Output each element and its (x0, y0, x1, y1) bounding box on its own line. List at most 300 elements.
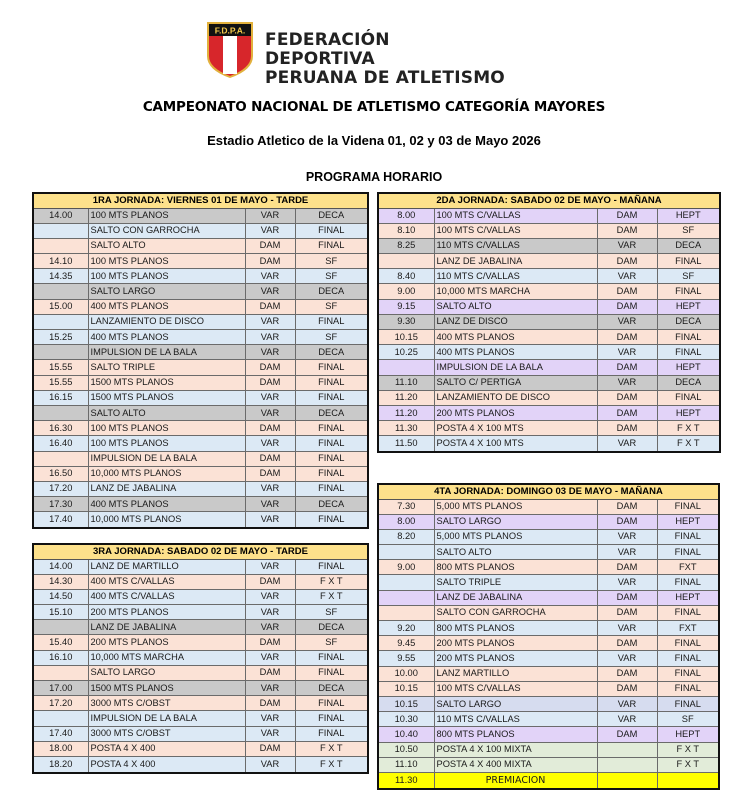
event-category: DAM (597, 360, 657, 375)
schedule-row (34, 665, 367, 680)
event-round: FINAL (657, 254, 719, 269)
event-name: SALTO LARGO (88, 665, 245, 680)
event-round: FINAL (295, 238, 367, 253)
event-round: FINAL (657, 605, 718, 620)
schedule-header: 1RA JORNADA: VIERNES 01 DE MAYO - TARDE (34, 194, 367, 208)
event-category: VAR (245, 345, 295, 360)
event-round: FINAL (295, 481, 367, 496)
event-category: DAM (597, 421, 657, 436)
event-time: 16.30 (34, 421, 88, 436)
event-name: 100 MTS PLANOS (88, 421, 245, 436)
event-category: DAM (597, 254, 657, 269)
event-round: HEPT (657, 727, 718, 742)
event-category: VAR (245, 620, 295, 635)
event-round: FINAL (295, 726, 367, 741)
schedule-row (34, 589, 367, 604)
schedule-row (34, 284, 367, 299)
event-category: DAM (597, 681, 657, 696)
schedule-row (34, 726, 367, 741)
schedule-row (34, 681, 367, 696)
event-time: 11.50 (379, 436, 434, 451)
event-name: POSTA 4 X 400 (88, 756, 245, 771)
schedule-header: 3RA JORNADA: SABADO 02 DE MAYO - TARDE (34, 545, 367, 559)
event-category: VAR (597, 436, 657, 451)
schedule-row (379, 696, 718, 711)
event-category: DAM (597, 299, 657, 314)
schedule-row (379, 681, 718, 696)
event-time: 10.15 (379, 681, 434, 696)
schedule-row (379, 436, 719, 451)
event-time: 15.10 (34, 605, 88, 620)
event-time: 14.00 (34, 559, 88, 574)
schedule-row (379, 499, 718, 514)
event-round: F X T (295, 756, 367, 771)
schedule-row (379, 772, 718, 787)
event-name: IMPULSION DE LA BALA (88, 345, 245, 360)
event-round: FINAL (295, 451, 367, 466)
event-name: SALTO ALTO (434, 545, 597, 560)
event-time (34, 314, 88, 329)
event-time: 9.30 (379, 314, 434, 329)
event-name: 100 MTS C/VALLAS (434, 681, 597, 696)
schedule-row (34, 451, 367, 466)
event-name: 400 MTS PLANOS (88, 330, 245, 345)
event-category: VAR (597, 696, 657, 711)
org-name-line2: PERUANA DE ATLETISMO (265, 68, 505, 88)
event-name: SALTO CON GARROCHA (88, 223, 245, 238)
schedule-day1-afternoon (32, 192, 369, 529)
event-time (379, 545, 434, 560)
event-name: 1500 MTS PLANOS (88, 681, 245, 696)
event-name: 10,000 MTS MARCHA (88, 650, 245, 665)
event-round: FINAL (295, 314, 367, 329)
event-category: DAM (245, 360, 295, 375)
event-name: 400 MTS C/VALLAS (88, 589, 245, 604)
event-time: 11.10 (379, 375, 434, 390)
event-name: 200 MTS PLANOS (434, 651, 597, 666)
event-name: 110 MTS C/VALLAS (434, 238, 597, 253)
schedule-row (34, 497, 367, 512)
event-name: SALTO CON GARROCHA (434, 605, 597, 620)
event-name: 200 MTS PLANOS (434, 405, 597, 420)
event-name: 200 MTS PLANOS (88, 605, 245, 620)
event-round: DECA (295, 208, 367, 223)
event-time (34, 451, 88, 466)
event-time (34, 238, 88, 253)
event-name: LANZ DE MARTILLO (88, 559, 245, 574)
event-time: 10.25 (379, 345, 434, 360)
schedule-row (379, 421, 719, 436)
schedule-row (379, 284, 719, 299)
event-name: SALTO LARGO (434, 696, 597, 711)
event-category: DAM (245, 254, 295, 269)
event-name: IMPULSION DE LA BALA (88, 711, 245, 726)
schedule-row (379, 545, 718, 560)
venue-dates: Estadio Atletico de la Videna 01, 02 y 03 de Mayo 2026 (207, 133, 541, 148)
event-category: VAR (245, 405, 295, 420)
schedule-row (379, 314, 719, 329)
event-time: 9.45 (379, 636, 434, 651)
event-round: SF (295, 269, 367, 284)
event-time: 15.00 (34, 299, 88, 314)
schedule-row (379, 575, 718, 590)
event-round: SF (295, 605, 367, 620)
event-round: FINAL (657, 545, 718, 560)
event-category: DAM (597, 560, 657, 575)
schedule-row (34, 605, 367, 620)
event-category: VAR (245, 559, 295, 574)
event-round: FINAL (295, 559, 367, 574)
event-category: VAR (597, 651, 657, 666)
schedule-table (379, 194, 719, 451)
event-round: FINAL (657, 666, 718, 681)
event-time: 17.40 (34, 726, 88, 741)
schedule-row (34, 436, 367, 451)
event-category: VAR (245, 681, 295, 696)
schedule-row (34, 620, 367, 635)
event-name: SALTO ALTO (434, 299, 597, 314)
event-category: VAR (597, 575, 657, 590)
schedule-row (379, 636, 718, 651)
event-round: SF (295, 299, 367, 314)
event-category: DAM (597, 727, 657, 742)
event-category: VAR (245, 269, 295, 284)
schedule-row (34, 512, 367, 527)
event-time: 15.40 (34, 635, 88, 650)
event-round: FINAL (295, 421, 367, 436)
schedule-row (34, 208, 367, 223)
event-name: SALTO LARGO (88, 284, 245, 299)
event-category: VAR (245, 481, 295, 496)
event-name: 1500 MTS PLANOS (88, 390, 245, 405)
event-round: FINAL (295, 512, 367, 527)
event-time (34, 665, 88, 680)
event-round: DECA (295, 345, 367, 360)
event-name: 800 MTS PLANOS (434, 727, 597, 742)
event-name: PREMIACION (434, 772, 597, 787)
event-round: FXT (657, 560, 718, 575)
event-round: FINAL (657, 284, 719, 299)
program-title: PROGRAMA HORARIO (305, 170, 443, 184)
event-round: FINAL (295, 665, 367, 680)
event-time: 16.10 (34, 650, 88, 665)
event-round: FINAL (295, 711, 367, 726)
event-time: 11.30 (379, 421, 434, 436)
schedule-row (34, 650, 367, 665)
event-time: 14.10 (34, 254, 88, 269)
event-round: DECA (295, 620, 367, 635)
schedule-row (379, 529, 718, 544)
event-category: DAM (597, 405, 657, 420)
event-round: HEPT (657, 299, 719, 314)
schedule-row (379, 605, 718, 620)
event-category: DAM (597, 605, 657, 620)
event-time (34, 284, 88, 299)
event-time: 8.00 (379, 514, 434, 529)
event-time (379, 360, 434, 375)
event-category: DAM (245, 665, 295, 680)
event-name: LANZAMIENTO DE DISCO (434, 390, 597, 405)
event-name: 800 MTS PLANOS (434, 560, 597, 575)
schedule-row (379, 514, 718, 529)
event-time: 14.35 (34, 269, 88, 284)
event-category: VAR (245, 284, 295, 299)
schedule-row (34, 269, 367, 284)
event-category: DAM (245, 238, 295, 253)
event-name: 400 MTS PLANOS (88, 299, 245, 314)
event-category: DAM (245, 635, 295, 650)
schedule-row (34, 345, 367, 360)
event-name: LANZ DE JABALINA (88, 481, 245, 496)
page-title: CAMPEONATO NACIONAL DE ATLETISMO CATEGORÍA MAYORES (142, 99, 606, 115)
schedule-row (34, 635, 367, 650)
event-category: VAR (245, 208, 295, 223)
event-category (597, 757, 657, 772)
event-round: DECA (657, 375, 719, 390)
event-category: DAM (245, 451, 295, 466)
schedule-row (34, 390, 367, 405)
event-round: FINAL (657, 499, 718, 514)
event-time: 8.20 (379, 529, 434, 544)
event-round: HEPT (657, 514, 718, 529)
event-time: 17.40 (34, 512, 88, 527)
schedule-row (379, 621, 718, 636)
schedule-row (34, 223, 367, 238)
event-category: VAR (597, 314, 657, 329)
event-category: VAR (245, 756, 295, 771)
schedule-row (379, 757, 718, 772)
event-time (379, 590, 434, 605)
event-time: 16.15 (34, 390, 88, 405)
event-time (379, 605, 434, 620)
schedule-row (34, 299, 367, 314)
fdpa-shield-icon (205, 20, 255, 80)
event-category: DAM (597, 284, 657, 299)
event-time: 14.00 (34, 208, 88, 223)
event-category (597, 772, 657, 787)
event-category: DAM (597, 590, 657, 605)
event-round: SF (295, 635, 367, 650)
event-category: VAR (245, 605, 295, 620)
event-name: SALTO C/ PERTIGA (434, 375, 597, 390)
event-time: 9.55 (379, 651, 434, 666)
event-round: FINAL (657, 696, 718, 711)
event-round: F X T (295, 741, 367, 756)
schedule-day2-morning (377, 192, 721, 453)
event-round: FINAL (657, 636, 718, 651)
event-category: VAR (597, 545, 657, 560)
event-time: 17.20 (34, 481, 88, 496)
event-round: FINAL (657, 330, 719, 345)
event-time (34, 223, 88, 238)
schedule-header: 4TA JORNADA: DOMINGO 03 DE MAYO - MAÑANA (379, 485, 718, 499)
event-round: HEPT (657, 360, 719, 375)
event-name: LANZ DE JABALINA (88, 620, 245, 635)
event-time: 18.00 (34, 741, 88, 756)
schedule-header: 2DA JORNADA: SABADO 02 DE MAYO - MAÑANA (379, 194, 719, 208)
event-time: 9.15 (379, 299, 434, 314)
event-round: FINAL (295, 650, 367, 665)
event-category: DAM (597, 223, 657, 238)
event-name: 1500 MTS PLANOS (88, 375, 245, 390)
organization-name (265, 31, 505, 88)
event-name: 10,000 MTS PLANOS (88, 512, 245, 527)
schedule-row (379, 727, 718, 742)
schedule-row (379, 238, 719, 253)
event-time (34, 620, 88, 635)
schedule-row (379, 330, 719, 345)
event-round: DECA (657, 314, 719, 329)
schedule-row (34, 405, 367, 420)
event-round: HEPT (657, 405, 719, 420)
event-time (34, 345, 88, 360)
event-category: DAM (597, 666, 657, 681)
event-name: POSTA 4 X 400 MIXTA (434, 757, 597, 772)
event-round: DECA (295, 681, 367, 696)
schedule-row (34, 696, 367, 711)
event-name: 3000 MTS C/OBST (88, 696, 245, 711)
event-time: 16.50 (34, 466, 88, 481)
event-round: FINAL (295, 390, 367, 405)
schedule-row (34, 421, 367, 436)
event-time: 10.40 (379, 727, 434, 742)
schedule-row (34, 574, 367, 589)
event-round: FINAL (295, 466, 367, 481)
schedule-row (34, 741, 367, 756)
event-round: DECA (657, 238, 719, 253)
event-time: 9.00 (379, 284, 434, 299)
event-time: 17.20 (34, 696, 88, 711)
event-name: 110 MTS C/VALLAS (434, 269, 597, 284)
event-category: DAM (597, 636, 657, 651)
schedule-row (379, 360, 719, 375)
event-category: DAM (597, 390, 657, 405)
event-time: 8.25 (379, 238, 434, 253)
event-name: SALTO LARGO (434, 514, 597, 529)
schedule-table (34, 545, 367, 772)
event-category: VAR (245, 589, 295, 604)
event-name: LANZ MARTILLO (434, 666, 597, 681)
schedule-row (379, 254, 719, 269)
event-name: 5,000 MTS PLANOS (434, 499, 597, 514)
event-round: FINAL (657, 575, 718, 590)
event-name: 200 MTS PLANOS (88, 635, 245, 650)
event-time: 11.20 (379, 390, 434, 405)
event-name: 400 MTS C/VALLAS (88, 574, 245, 589)
event-category: VAR (245, 314, 295, 329)
event-name: LANZ DE JABALINA (434, 254, 597, 269)
event-category: DAM (597, 499, 657, 514)
event-name: POSTA 4 X 400 (88, 741, 245, 756)
event-time: 9.20 (379, 621, 434, 636)
schedule-table (379, 485, 718, 788)
event-name: 3000 MTS C/OBST (88, 726, 245, 741)
schedule-row (379, 269, 719, 284)
event-time (34, 711, 88, 726)
schedule-row (379, 590, 718, 605)
schedule-row (34, 254, 367, 269)
event-time: 9.00 (379, 560, 434, 575)
event-round: FINAL (295, 223, 367, 238)
event-category: DAM (245, 299, 295, 314)
event-time: 17.00 (34, 681, 88, 696)
event-category: VAR (597, 529, 657, 544)
event-category: VAR (245, 512, 295, 527)
event-round: F X T (657, 421, 719, 436)
event-name: 100 MTS PLANOS (88, 436, 245, 451)
event-category: VAR (245, 330, 295, 345)
schedule-row (379, 742, 718, 757)
event-round: SF (295, 330, 367, 345)
schedule-row (34, 481, 367, 496)
event-time: 11.30 (379, 772, 434, 787)
event-name: 100 MTS PLANOS (88, 269, 245, 284)
fdpa-logo (205, 20, 505, 88)
event-time: 15.25 (34, 330, 88, 345)
event-name: IMPULSION DE LA BALA (88, 451, 245, 466)
event-round: SF (657, 712, 718, 727)
event-time: 10.30 (379, 712, 434, 727)
event-name: 800 MTS PLANOS (434, 621, 597, 636)
event-category: VAR (245, 726, 295, 741)
schedule-row (34, 375, 367, 390)
event-round (657, 772, 718, 787)
event-round: SF (657, 223, 719, 238)
event-round: DECA (295, 497, 367, 512)
event-time (34, 405, 88, 420)
event-category: VAR (245, 711, 295, 726)
event-round: FINAL (657, 681, 718, 696)
schedule-row (379, 390, 719, 405)
event-time: 11.10 (379, 757, 434, 772)
event-category: VAR (597, 621, 657, 636)
schedule-row (34, 360, 367, 375)
event-category: DAM (245, 696, 295, 711)
schedule-day3-morning (377, 483, 720, 790)
event-name: LANZAMIENTO DE DISCO (88, 314, 245, 329)
schedule-row (379, 651, 718, 666)
event-category: VAR (597, 269, 657, 284)
event-round: SF (295, 254, 367, 269)
event-name: SALTO ALTO (88, 238, 245, 253)
event-category: VAR (597, 238, 657, 253)
event-category: VAR (245, 497, 295, 512)
event-name: POSTA 4 X 100 MIXTA (434, 742, 597, 757)
event-round: FINAL (657, 651, 718, 666)
event-round: HEPT (657, 208, 719, 223)
schedule-row (34, 559, 367, 574)
event-category: DAM (245, 421, 295, 436)
event-category: VAR (245, 650, 295, 665)
event-time: 18.20 (34, 756, 88, 771)
event-name: 100 MTS C/VALLAS (434, 223, 597, 238)
event-round: F X T (657, 436, 719, 451)
event-time: 10.15 (379, 330, 434, 345)
schedule-row (379, 560, 718, 575)
event-name: 200 MTS PLANOS (434, 636, 597, 651)
event-name: 5,000 MTS PLANOS (434, 529, 597, 544)
event-time: 15.55 (34, 360, 88, 375)
event-name: SALTO TRIPLE (88, 360, 245, 375)
schedule-day2-afternoon (32, 543, 369, 774)
event-time: 10.50 (379, 742, 434, 757)
event-time: 10.00 (379, 666, 434, 681)
event-round: SF (657, 269, 719, 284)
schedule-row (34, 466, 367, 481)
event-time: 7.30 (379, 499, 434, 514)
org-name-line1: FEDERACIÓN DEPORTIVA (265, 30, 390, 69)
event-round: F X T (295, 574, 367, 589)
